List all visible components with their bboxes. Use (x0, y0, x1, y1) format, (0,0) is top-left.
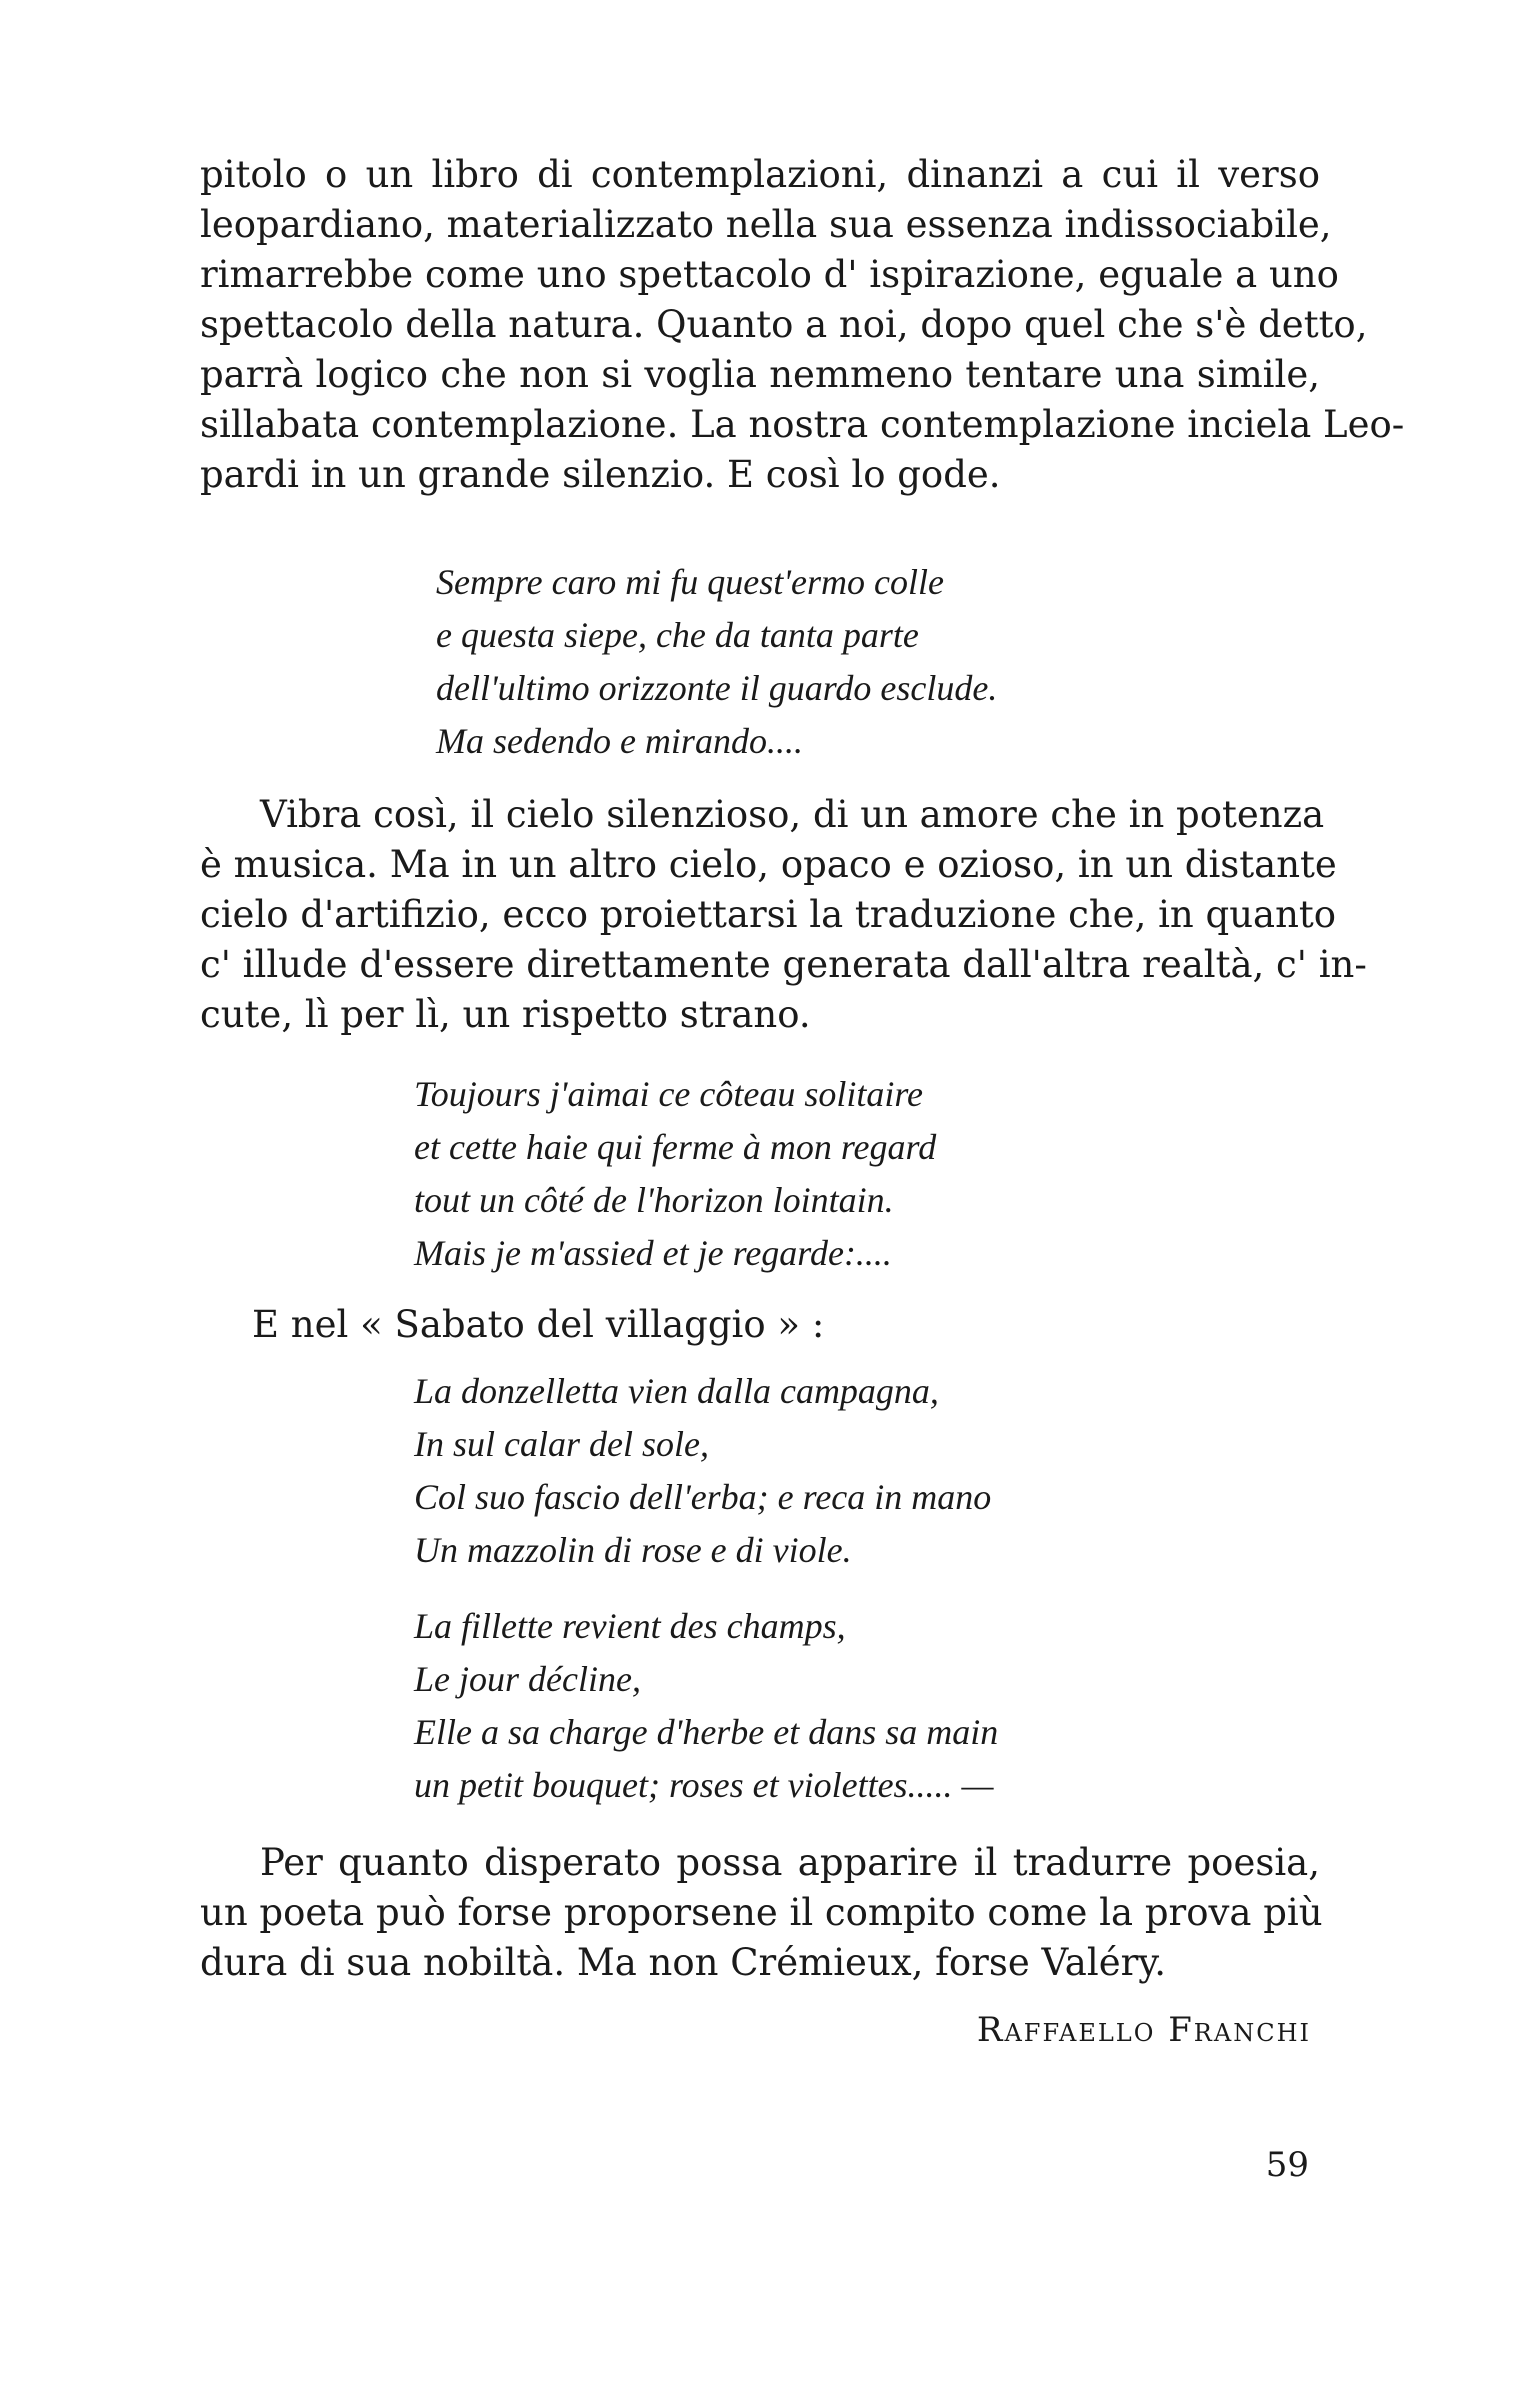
verse-line: Elle a sa charge d'herbe et dans sa main (414, 1712, 999, 1752)
paragraph-2 (200, 790, 1367, 1040)
text-line: Vibra così, il cielo silenzioso, di un amore che in potenza (260, 793, 1325, 836)
verse-block-1 (436, 556, 997, 768)
verse-block-3 (414, 1365, 991, 1577)
page-number: 59 (1265, 2145, 1309, 2185)
verse-line: La donzelletta vien dalla campagna, (414, 1371, 939, 1411)
verse-line: Toujours j'aimai ce côteau solitaire (414, 1074, 924, 1114)
verse-line: tout un côté de l'horizon lointain. (414, 1180, 894, 1220)
text-line: spettacolo della natura. Quanto a noi, dopo quel che s'è detto, (200, 303, 1368, 346)
verse-line: Col suo fascio dell'erba; e reca in mano (414, 1477, 992, 1517)
text-line: c' illude d'essere direttamente generata dall'altra realtà, c' in- (200, 943, 1367, 986)
verse-line: La fillette revient des champs, (414, 1606, 846, 1646)
verse-line: et cette haie qui ferme à mon regard (414, 1127, 937, 1167)
verse-line: Ma sedendo e mirando.... (436, 721, 803, 761)
text-line: pitolo o un libro di contemplazioni, dinanzi a cui il verso (200, 153, 1320, 196)
text-line: Per quanto disperato possa apparire il tradurre poesia, (260, 1841, 1320, 1884)
verse-block-2 (414, 1068, 936, 1280)
text-line: sillabata contemplazione. La nostra contemplazione inciela Leo- (200, 403, 1405, 446)
verse-line: un petit bouquet; roses et violettes..... — (414, 1765, 994, 1805)
text-line: dura di sua nobiltà. Ma non Crémieux, forse Valéry. (200, 1941, 1167, 1984)
verse-line: In sul calar del sole, (414, 1424, 709, 1464)
verse-intro: E nel « Sabato del villaggio » : (252, 1303, 825, 1346)
verse-line: Un mazzolin di rose e di viole. (414, 1530, 852, 1570)
verse-line: Le jour décline, (414, 1659, 641, 1699)
text-line: cute, lì per lì, un rispetto strano. (200, 993, 811, 1036)
text-line: un poeta può forse proporsene il compito come la prova più (200, 1891, 1323, 1934)
verse-line: dell'ultimo orizzonte il guardo esclude. (436, 668, 998, 708)
text-line: parrà logico che non si voglia nemmeno tentare una simile, (200, 353, 1320, 396)
text-line: cielo d'artifizio, ecco proiettarsi la traduzione che, in quanto (200, 893, 1337, 936)
author-signature: Raffaello Franchi (976, 2010, 1311, 2050)
text-line: è musica. Ma in un altro cielo, opaco e ozioso, in un distante (200, 843, 1337, 886)
paragraph-3 (200, 1838, 1323, 1988)
paragraph-1 (200, 150, 1405, 500)
verse-line: Sempre caro mi fu quest'ermo colle (436, 562, 944, 602)
text-line: leopardiano, materializzato nella sua essenza indissociabile, (200, 203, 1332, 246)
text-line: rimarrebbe come uno spettacolo d' ispirazione, eguale a uno (200, 253, 1339, 296)
verse-line: Mais je m'assied et je regarde:.... (414, 1233, 892, 1273)
text-line: pardi in un grande silenzio. E così lo gode. (200, 453, 1001, 496)
verse-block-4 (414, 1600, 998, 1812)
verse-line: e questa siepe, che da tanta parte (436, 615, 919, 655)
